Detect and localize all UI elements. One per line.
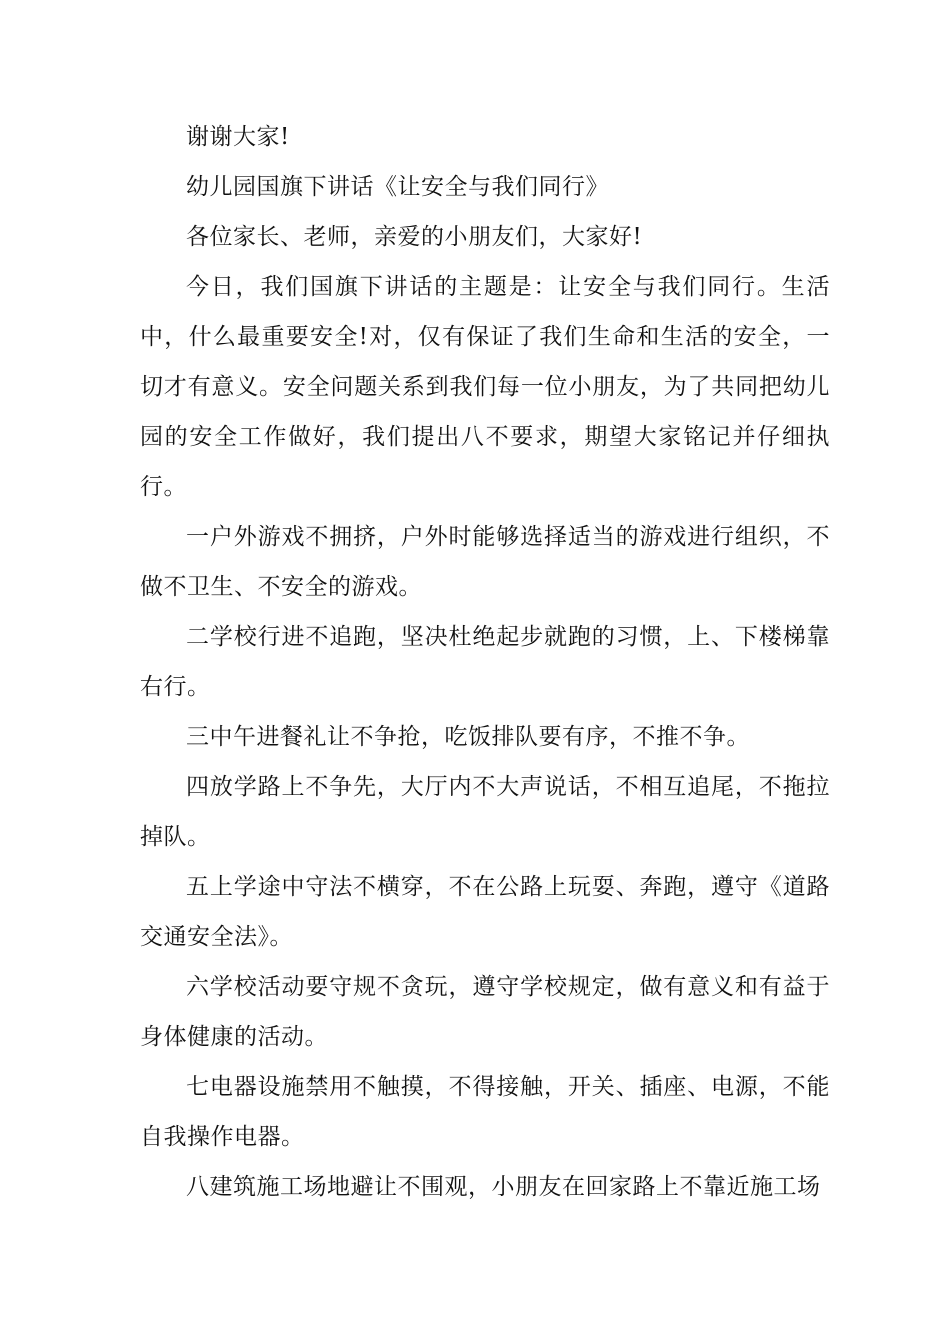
- paragraph-rule-6: 六学校活动要守规不贪玩，遵守学校规定，做有意义和有益于身体健康的活动。: [140, 974, 830, 1050]
- paragraph-rule-8: 八建筑施工场地避让不围观，小朋友在回家路上不靠近施工场: [186, 1174, 821, 1200]
- paragraph-rule-1: 一户外游戏不拥挤，户外时能够选择适当的游戏进行组织，不做不卫生、不安全的游戏。: [140, 524, 830, 600]
- paragraph-thanks: 谢谢大家!: [186, 124, 290, 150]
- paragraph-rule-7: 七电器设施禁用不触摸，不得接触，开关、插座、电源，不能自我操作电器。: [140, 1074, 830, 1150]
- paragraph-speech-title: 幼儿园国旗下讲话《让安全与我们同行》: [186, 174, 609, 200]
- paragraph-intro: 今日，我们国旗下讲话的主题是：让安全与我们同行。生活中，什么最重要安全!对，仅有保证了我们生命和生活的安全，一切才有意义。安全问题关系到我们每一位小朋友，为了共同把幼儿园的安全工作做好，我们提出八不要求，期望大家铭记并仔细执行。: [140, 274, 830, 500]
- paragraph-rule-3: 三中午进餐礼让不争抢，吃饭排队要有序，不推不争。: [186, 724, 750, 750]
- document-body: [140, 112, 830, 1212]
- paragraph-rule-4: 四放学路上不争先，大厅内不大声说话，不相互追尾，不拖拉掉队。: [140, 774, 830, 850]
- paragraph-rule-5: 五上学途中守法不横穿，不在公路上玩耍、奔跑，遵守《道路交通安全法》。: [140, 874, 830, 950]
- paragraph-greeting: 各位家长、老师，亲爱的小朋友们，大家好!: [186, 224, 643, 250]
- paragraph-rule-2: 二学校行进不追跑，坚决杜绝起步就跑的习惯，上、下楼梯靠右行。: [140, 624, 830, 700]
